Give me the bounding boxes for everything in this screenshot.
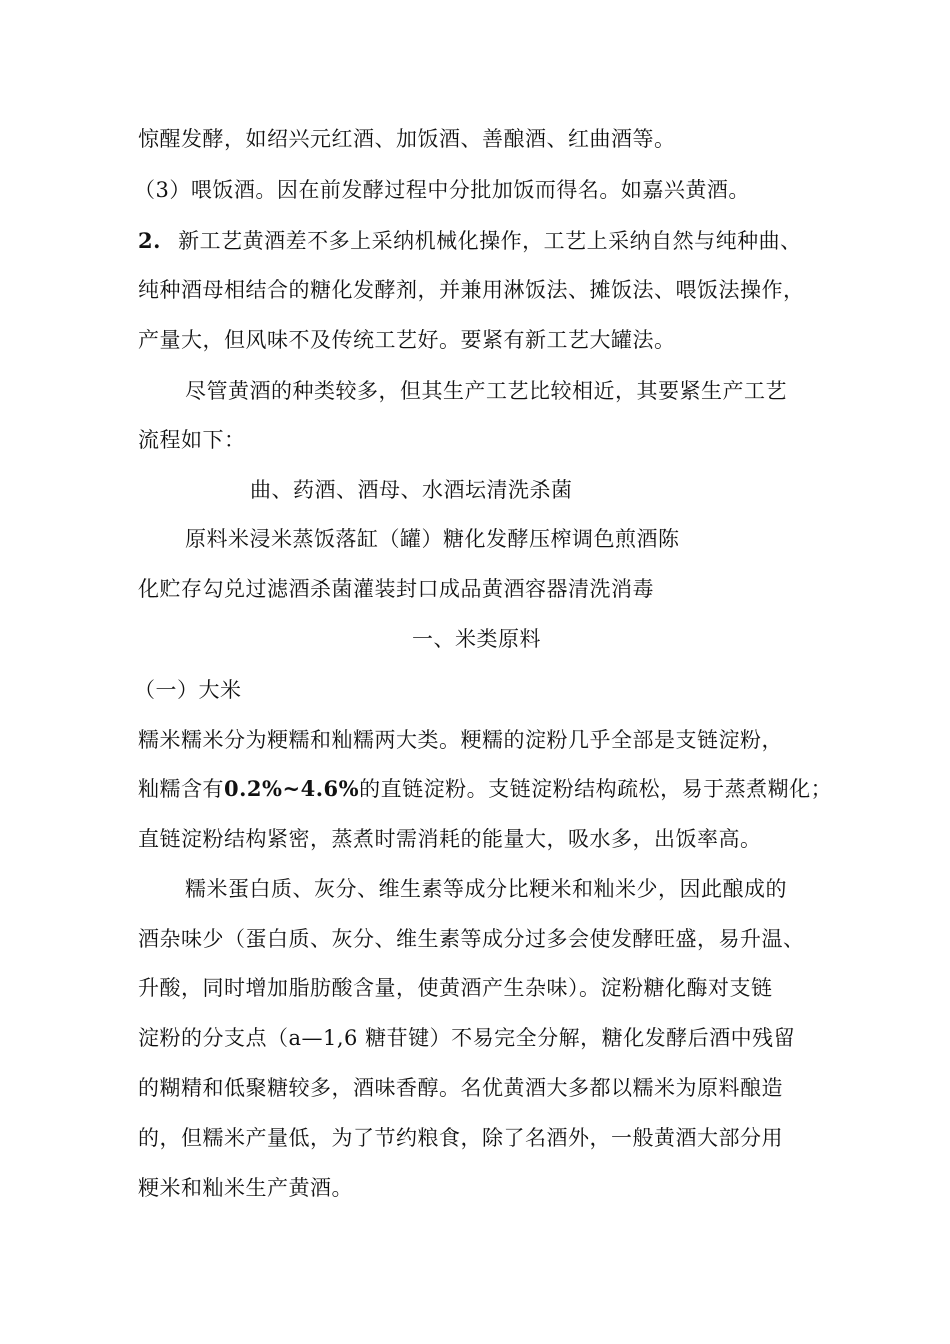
paragraph-line: 升酸，同时增加脂肪酸含量，使黄酒产生杂味）。淀粉糖化酶对支链 xyxy=(138,976,773,1000)
percentage-range: 0.2%~4.6% xyxy=(224,776,360,801)
paragraph-line: 粳米和籼米生产黄酒。 xyxy=(138,1176,353,1200)
paragraph-line: 的，但糯米产量低，为了节约粮食，除了名酒外，一般黄酒大部分用 xyxy=(138,1126,783,1150)
paragraph-line: 直链淀粉结构紧密，蒸煮时需消耗的能量大，吸水多，出饭率高。 xyxy=(138,827,762,851)
text-run: 籼糯含有 xyxy=(138,777,224,801)
text-run: 的直链淀粉。支链淀粉结构疏松，易于蒸煮糊化； xyxy=(359,777,833,801)
list-number: 2. xyxy=(138,228,161,253)
paragraph-line: 酒杂味少（蛋白质、灰分、维生素等成分过多会使发酵旺盛，易升温、 xyxy=(138,927,805,951)
paragraph-line: 纯种酒母相结合的糖化发酵剂，并兼用淋饭法、摊饭法、喂饭法操作， xyxy=(138,278,805,302)
paragraph-line: 产量大，但风味不及传统工艺好。要紧有新工艺大罐法。 xyxy=(138,328,676,352)
paragraph-line: 惊醒发酵，如绍兴元红酒、加饭酒、善酿酒、红曲酒等。 xyxy=(138,127,676,151)
paragraph-line: （3）喂饭酒。因在前发酵过程中分批加饭而得名。如嘉兴黄酒。 xyxy=(134,178,750,202)
paragraph-line: 的糊精和低聚糖较多，酒味香醇。名优黄酒大多都以糯米为原料酿造 xyxy=(138,1076,783,1100)
subsection-heading: （一）大米 xyxy=(134,678,242,702)
section-heading: 一、米类原料 xyxy=(412,627,541,651)
list-text: 新工艺黄酒差不多上采纳机械化操作，工艺上采纳自然与纯种曲、 xyxy=(178,229,802,253)
paragraph-line: 尽管黄酒的种类较多，但其生产工艺比较相近，其要紧生产工艺 xyxy=(185,379,787,403)
paragraph-line xyxy=(138,227,802,255)
paragraph-line: 糯米蛋白质、灰分、维生素等成分比粳米和籼米少，因此酿成的 xyxy=(185,877,787,901)
flow-line: 曲、药酒、酒母、水酒坛清洗杀菌 xyxy=(250,478,573,502)
paragraph-line: 糯米糯米分为粳糯和籼糯两大类。粳糯的淀粉几乎全部是支链淀粉， xyxy=(138,728,783,752)
flow-line: 化贮存勾兑过滤酒杀菌灌装封口成品黄酒容器清洗消毒 xyxy=(138,577,654,601)
paragraph-line xyxy=(138,775,832,803)
flow-line: 原料米浸米蒸饭落缸（罐）糖化发酵压榨调色煎酒陈 xyxy=(185,527,680,551)
paragraph-line: 淀粉的分支点（a—1,6 糖苷键）不易完全分解，糖化发酵后酒中残留 xyxy=(138,1026,796,1050)
paragraph-line: 流程如下： xyxy=(138,428,246,452)
